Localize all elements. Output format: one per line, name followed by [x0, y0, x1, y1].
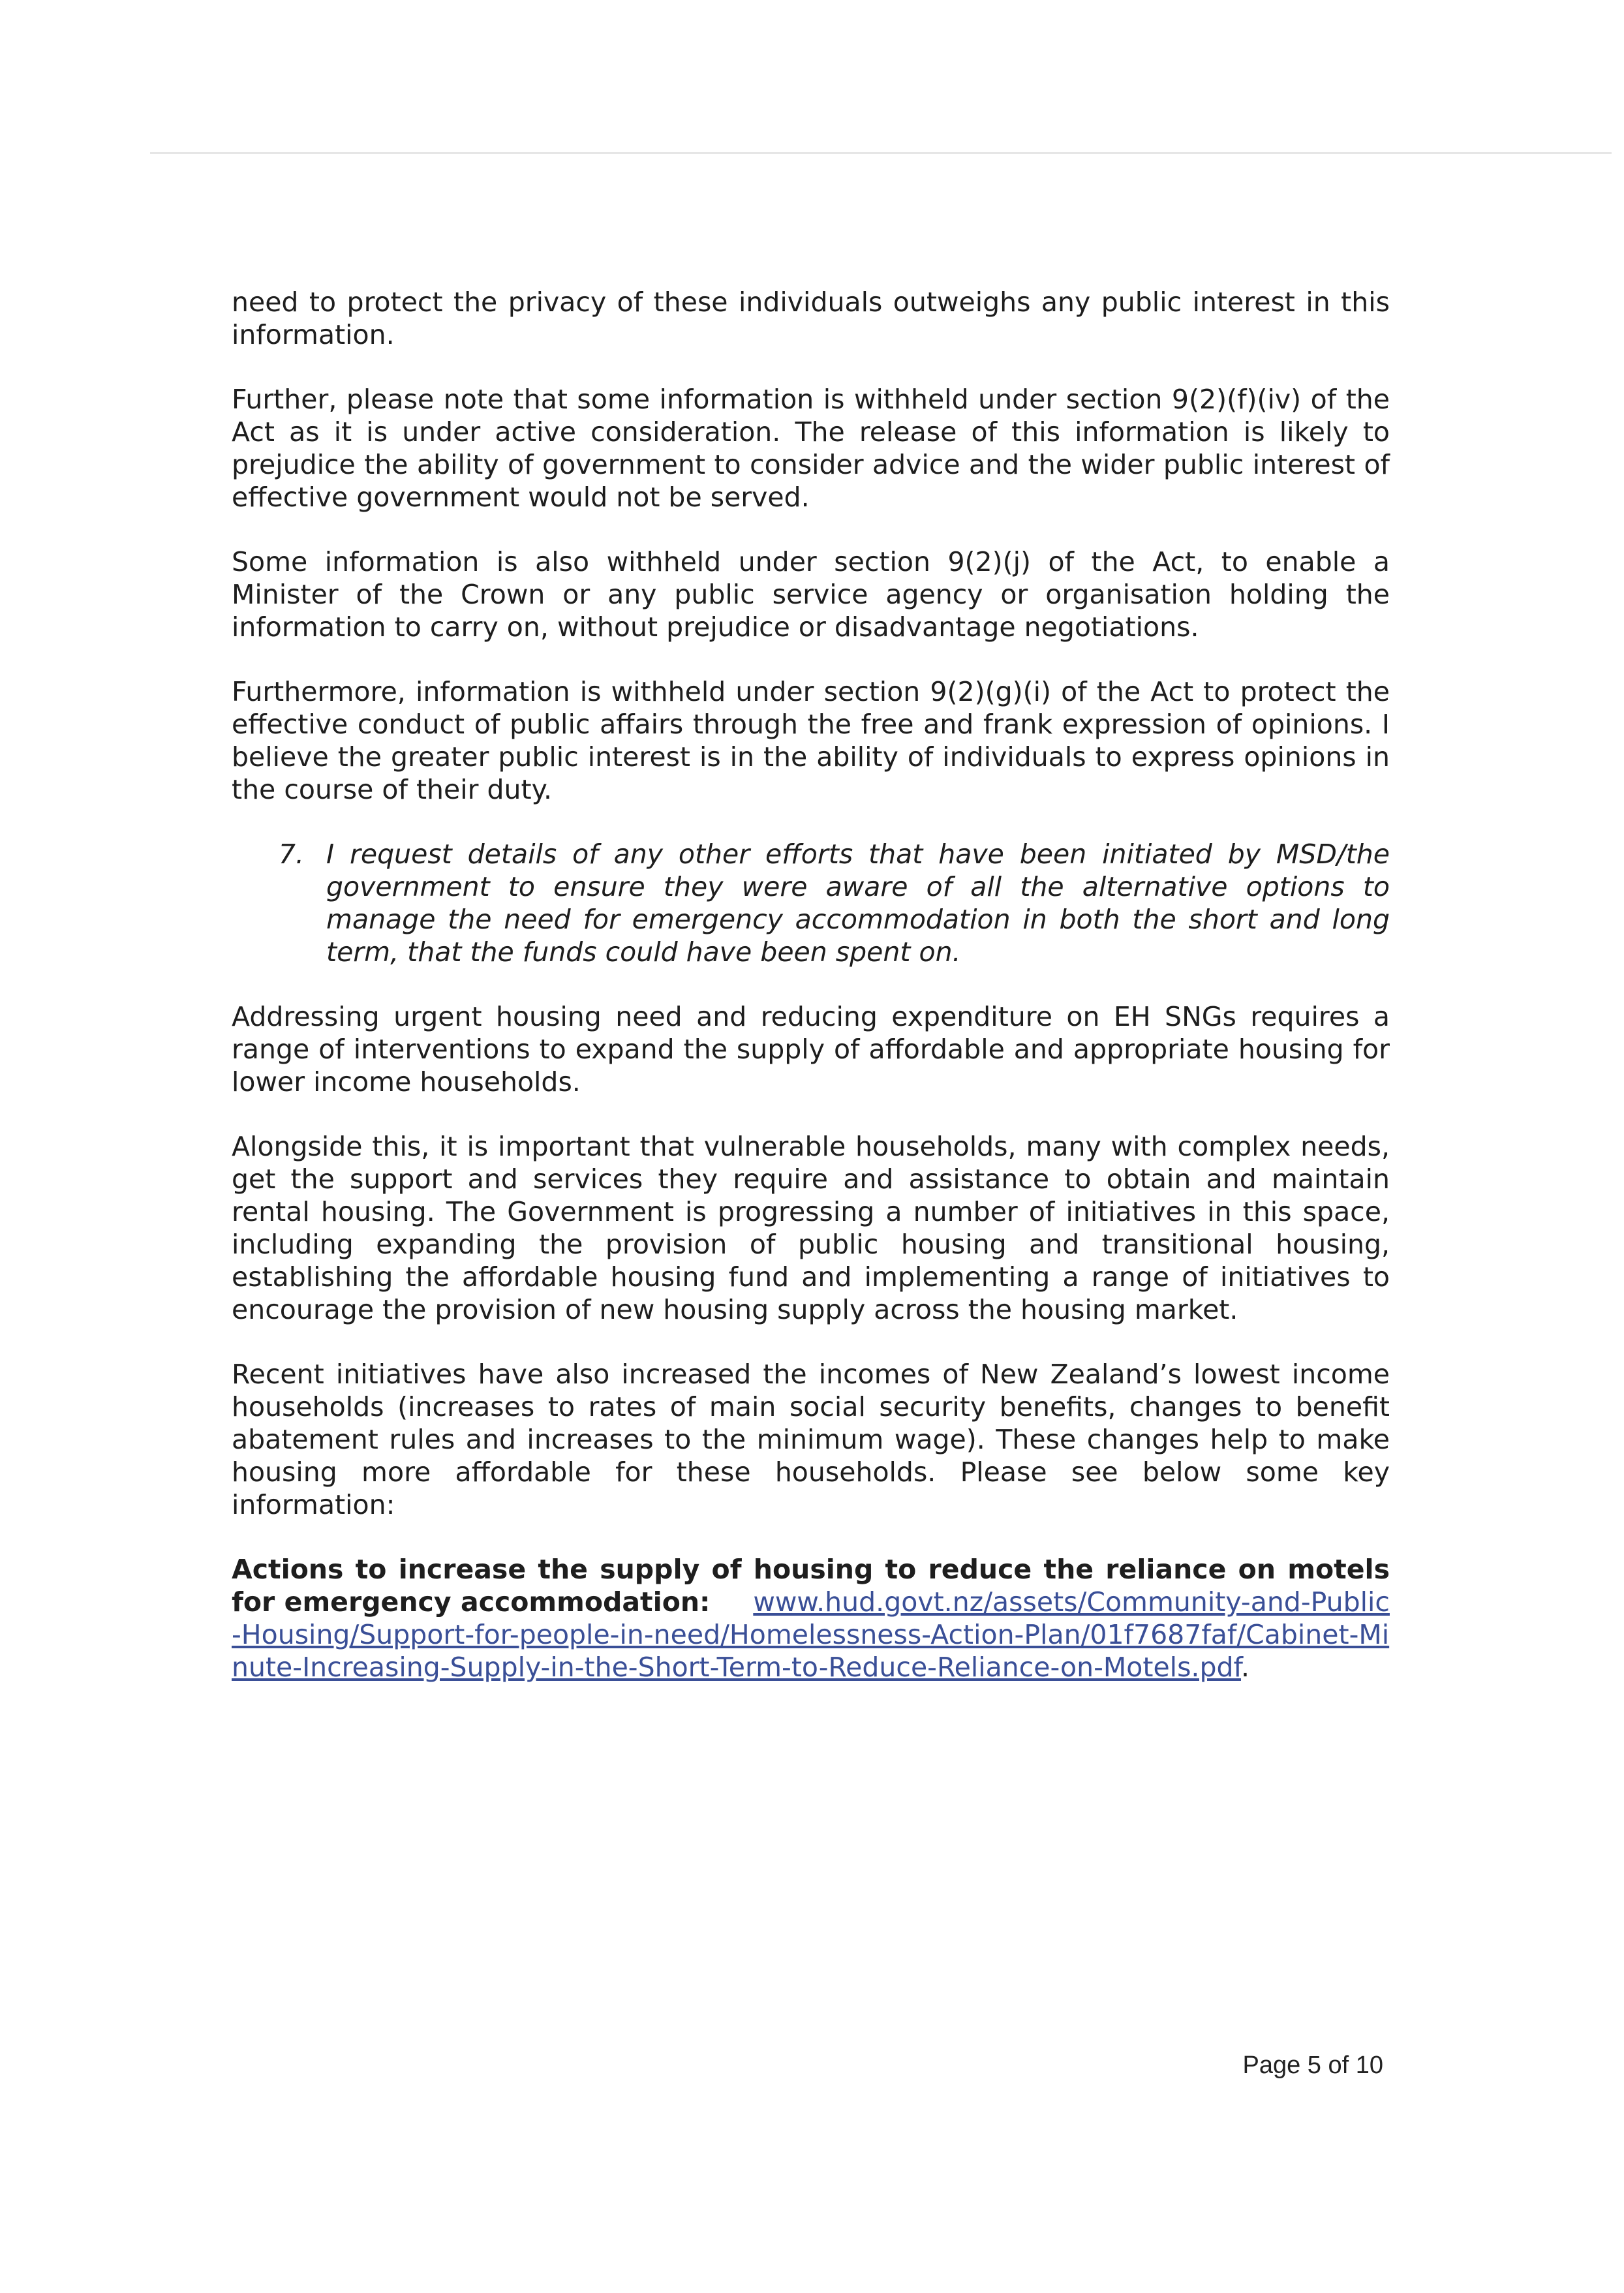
paragraph-section-9-2-j: Some information is also withheld under section 9(2)(j) of the Act, to enable a Minister of the Crown or any public service agency or organisation holding the information to carry on, without prejudice or disadvantage negotiations.	[232, 546, 1390, 643]
request-text: I request details of any other efforts that have been initiated by MSD/the government to ensure they were aware of all the alternative options to manage the need for emergency accommodation in both the short and long term, that the funds could have been spent on.	[326, 839, 1390, 968]
paragraph-vulnerable-households: Alongside this, it is important that vulnerable households, many with complex needs, get the support and services they require and assistance to obtain and maintain rental housing. The Government is progressing a number of initiatives in this space, including expanding the provision of public housing and transitional housing, establishing the affordable housing fund and implementing a range of initiatives to encourage the provision of new housing supply across the housing market.	[232, 1131, 1390, 1325]
top-divider	[150, 152, 1612, 154]
actions-section	[232, 1553, 1390, 1684]
paragraph-addressing-housing: Addressing urgent housing need and reducing expenditure on EH SNGs requires a range of interventions to expand the supply of affordable and appropriate housing for lower income households.	[232, 1001, 1390, 1098]
cabinet-minute-link[interactable]: www.hud.govt.nz/assets/Community-and-Public-Housing/Support-for-people-in-need/Homelessness-Action-Plan/01f7687faf/Cabinet-Minute-Increasing-Supply-in-the-Short-Term-to-Reduce-Reliance-on-Motels.pdf	[232, 1586, 1390, 1683]
request-number: 7.	[278, 839, 304, 870]
document-body	[232, 286, 1390, 1684]
actions-heading: Actions to increase the supply of housing to reduce the reliance on motels for emergency accommodation:	[232, 1554, 1390, 1618]
request-item-7	[232, 838, 1390, 968]
paragraph-recent-initiatives: Recent initiatives have also increased the incomes of New Zealand’s lowest income households (increases to rates of main social security benefits, changes to benefit abatement rules and increases to the minimum wage). These changes help to make housing more affordable for these households. Please see below some key information:	[232, 1359, 1390, 1520]
link-trailing-period: .	[1240, 1652, 1250, 1683]
paragraph-privacy: need to protect the privacy of these individuals outweighs any public interest in this information.	[232, 286, 1390, 350]
page-number: Page 5 of 10	[1242, 2052, 1383, 2079]
paragraph-section-9-2-f-iv: Further, please note that some information is withheld under section 9(2)(f)(iv) of the Act as it is under active consideration. The release of this information is likely to prejudice the ability of government to consider advice and the wider public interest of effective government would not be served.	[232, 384, 1390, 513]
paragraph-section-9-2-g-i: Furthermore, information is withheld under section 9(2)(g)(i) of the Act to protect the effective conduct of public affairs through the free and frank expression of opinions. I believe the greater public interest is in the ability of individuals to express opinions in the course of their duty.	[232, 676, 1390, 805]
